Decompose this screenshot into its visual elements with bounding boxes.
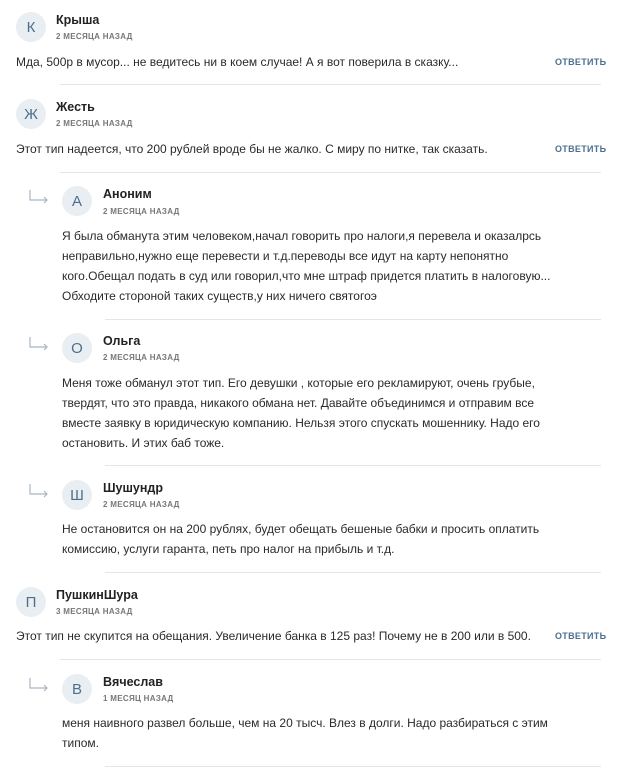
- reply-button[interactable]: ОТВЕТИТЬ: [555, 57, 607, 67]
- comment-author[interactable]: Ольга: [103, 334, 141, 348]
- comment-date: 2 МЕСЯЦА НАЗАД: [56, 119, 133, 128]
- comment-author[interactable]: ПушкинШура: [56, 588, 138, 602]
- reply-arrow-icon: [28, 678, 50, 692]
- avatar: Ж: [16, 99, 46, 129]
- reply-button[interactable]: ОТВЕТИТЬ: [555, 144, 607, 154]
- reply-arrow-icon: [28, 337, 50, 351]
- divider: [60, 659, 601, 660]
- comment-author[interactable]: Крыша: [56, 13, 100, 27]
- comment-text: Меня тоже обманул этот тип. Его девушки , которые его рекламируют, очень грубые, твердят, что это правда, никакого обмана нет. Давайте объединимся и отправим все вместе заявку в юридическую компанию. Нельзя этого спускать мошеннику. Надо его остановить. И этих баб тоже.: [62, 376, 540, 450]
- comment-text: Этот тип не скупится на обещания. Увеличение банка в 125 раз! Почему не в 200 или в 500.: [16, 629, 531, 643]
- avatar: А: [62, 186, 92, 216]
- comment-date: 2 МЕСЯЦА НАЗАД: [56, 32, 133, 41]
- comment-text: Этот тип надеется, что 200 рублей вроде бы не жалко. С миру по нитке, так сказать.: [16, 142, 488, 156]
- divider: [105, 319, 601, 320]
- divider: [105, 465, 601, 466]
- comment-date: 2 МЕСЯЦА НАЗАД: [103, 207, 180, 216]
- comment-author[interactable]: Шушундр: [103, 481, 164, 495]
- comment-text: Мда, 500р в мусор... не ведитесь ни в коем случае! А я вот поверила в сказку...: [16, 55, 459, 69]
- avatar: П: [16, 587, 46, 617]
- comment-author[interactable]: Аноним: [103, 187, 152, 201]
- comment-author[interactable]: Вячеслав: [103, 675, 163, 689]
- comment-date: 1 МЕСЯЦ НАЗАД: [103, 694, 174, 703]
- reply-arrow-icon: [28, 190, 50, 204]
- comment-date: 2 МЕСЯЦА НАЗАД: [103, 500, 180, 509]
- reply-arrow-icon: [28, 484, 50, 498]
- divider: [60, 172, 601, 173]
- comment-text: Не остановится он на 200 рублях, будет обещать бешеные бабки и просить оплатить комиссию, услуги гаранта, петь про налог на прибыль и т.д.: [62, 522, 540, 556]
- comment-author[interactable]: Жесть: [56, 100, 95, 114]
- divider: [105, 572, 601, 573]
- comment-date: 2 МЕСЯЦА НАЗАД: [103, 353, 180, 362]
- divider: [60, 84, 601, 85]
- avatar: В: [62, 674, 92, 704]
- avatar: О: [62, 333, 92, 363]
- reply-button[interactable]: ОТВЕТИТЬ: [555, 631, 607, 641]
- avatar: Ш: [62, 480, 92, 510]
- comment-text: меня наивного развел больше, чем на 20 тысч. Влез в долги. Надо разбираться с этим типом.: [62, 716, 548, 750]
- divider: [105, 766, 601, 767]
- avatar: К: [16, 12, 46, 42]
- comment-text: Я была обманута этим человеком,начал говорить про налоги,я перевела и оказалрсь неправильно,нужно еще перевести и т.д.переводы все идут на карту непонятно кого.Обещал подать в суд или говорил,что мне штраф придется платить в налоговую... Обходите стороной таких существ,у них ничего святогоэ: [62, 229, 551, 303]
- comment-date: 3 МЕСЯЦА НАЗАД: [56, 607, 133, 616]
